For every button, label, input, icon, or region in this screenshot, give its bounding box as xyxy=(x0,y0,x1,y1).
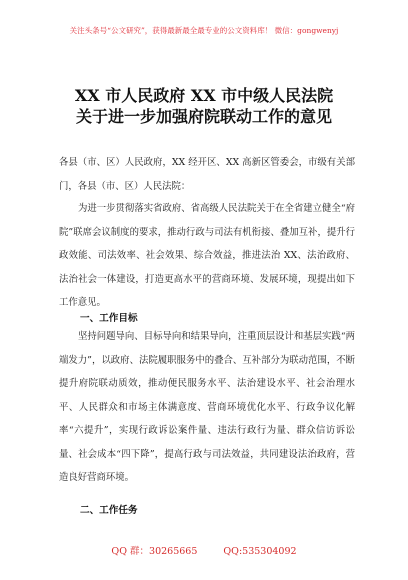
section-1-heading: 一、工作目标 xyxy=(80,313,138,324)
footer-banner xyxy=(0,543,408,557)
section-1-body: 坚持问题导向、目标导向和结果导向，注重顶层设计和基层实践“两端发力”，以政府、法院履职服务中的叠合、互补部分为联动范围，不断提升府院联动质效，推动便民服务水平、法治建设水平、社会治理水平、人民群众和市场主体满意度、营商环境优化水平、行政争议化解率“六提升”，实现行政诉讼案件量、违法行政行为量、群众信访诉讼量、社会成本“四下降”，提高行政与司法效益，共同建设法治政府，营造良好营商环境。 xyxy=(59,331,355,483)
header-banner: 关注头条号“公文研究”，获得最新最全最专业的公文资料库！ 微信：gongwenyj xyxy=(69,26,339,35)
section-2-heading: 二、工作任务 xyxy=(80,505,138,516)
document-title-line-1: XX 市人民政府 XX 市中级人民法院 xyxy=(74,86,334,105)
intro-paragraph: 为进一步贯彻落实省政府、省高级人民法院关于在全省建立健全“府院”联席会议制度的要求，推动行政与司法有机衔接、叠加互补，提升行政效能、司法效率、社会效果、综合效益，推进法治 XX、法治政府、法治社会一体建设，打造更高水平的营商环境、发展环境，现提出如下工作意见。 xyxy=(59,203,355,308)
document-title-line-2: 关于进一步加强府院联动工作的意见 xyxy=(75,107,332,126)
footer-qq: QQ:535304092 xyxy=(223,546,297,557)
footer-qq-group: QQ 群：30265665 xyxy=(111,546,198,557)
addressee-paragraph: 各县（市、区）人民政府，XX 经开区、XX 高新区管委会，市级有关部门，各县（市、区）人民法院： xyxy=(59,157,355,192)
